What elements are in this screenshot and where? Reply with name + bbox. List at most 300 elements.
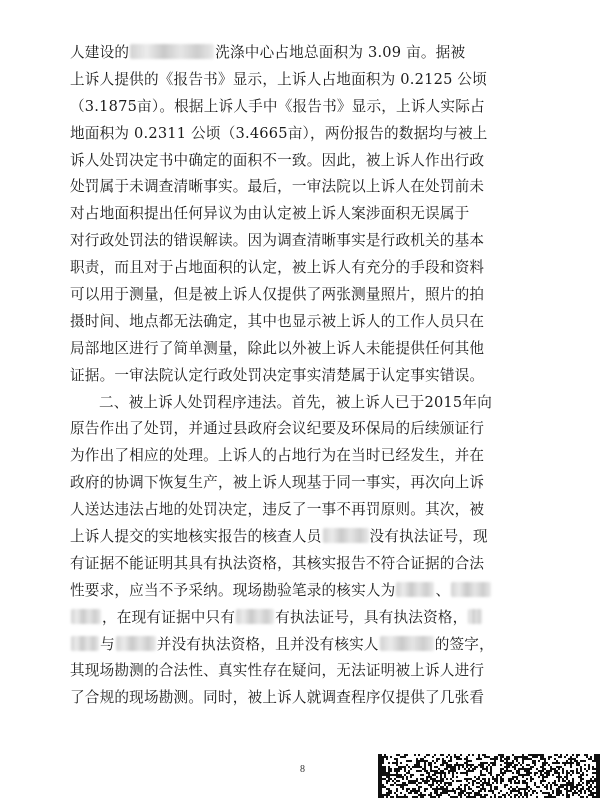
barcode-module bbox=[588, 794, 590, 796]
barcode-module bbox=[446, 768, 448, 770]
barcode-module bbox=[558, 794, 560, 796]
barcode-module bbox=[598, 790, 600, 792]
barcode-module bbox=[502, 774, 504, 776]
text-line bbox=[70, 390, 548, 417]
barcode-module bbox=[444, 792, 446, 794]
barcode-module bbox=[596, 760, 598, 762]
barcode-module bbox=[528, 774, 530, 776]
barcode-module bbox=[494, 758, 496, 760]
barcode-module bbox=[470, 778, 472, 780]
barcode-module bbox=[558, 774, 560, 776]
barcode-module bbox=[528, 754, 530, 756]
text-line bbox=[70, 497, 548, 524]
barcode-module bbox=[564, 788, 566, 790]
text-line bbox=[70, 363, 548, 390]
barcode-module bbox=[470, 792, 472, 794]
barcode-module bbox=[390, 756, 392, 758]
barcode-module bbox=[478, 764, 480, 766]
barcode-module bbox=[440, 780, 442, 782]
barcode-module bbox=[570, 756, 572, 758]
barcode-module bbox=[516, 764, 518, 766]
barcode-module bbox=[418, 788, 420, 790]
barcode-module bbox=[570, 770, 572, 772]
redacted-name bbox=[451, 582, 491, 597]
barcode-module bbox=[472, 784, 474, 786]
barcode-module bbox=[568, 762, 570, 764]
barcode-module bbox=[516, 772, 518, 774]
barcode-module bbox=[584, 792, 586, 794]
barcode-module bbox=[440, 782, 442, 784]
barcode-module bbox=[378, 786, 380, 788]
barcode-module bbox=[378, 782, 380, 784]
barcode-module bbox=[432, 782, 434, 784]
barcode-module bbox=[536, 756, 538, 758]
barcode-module bbox=[502, 780, 504, 782]
barcode-module bbox=[404, 768, 406, 770]
barcode-module bbox=[490, 768, 492, 770]
barcode-module bbox=[402, 778, 404, 780]
barcode-module bbox=[378, 778, 380, 780]
barcode-module bbox=[462, 766, 464, 768]
barcode-module bbox=[518, 756, 520, 758]
barcode-module bbox=[454, 764, 456, 766]
barcode-module bbox=[378, 760, 380, 762]
barcode-module bbox=[540, 790, 542, 792]
barcode-module bbox=[506, 768, 508, 770]
barcode-module bbox=[456, 772, 458, 774]
barcode-module bbox=[578, 776, 580, 778]
barcode-module bbox=[508, 762, 510, 764]
barcode-module bbox=[580, 776, 582, 778]
barcode-module bbox=[570, 774, 572, 776]
barcode-module bbox=[522, 754, 524, 756]
barcode-module bbox=[454, 766, 456, 768]
barcode-module bbox=[510, 786, 512, 788]
barcode-module bbox=[440, 786, 442, 788]
barcode-module bbox=[422, 768, 424, 770]
barcode-module bbox=[598, 760, 600, 762]
text-line bbox=[70, 443, 548, 470]
barcode-module bbox=[486, 762, 488, 764]
barcode-module bbox=[414, 754, 416, 756]
barcode-module bbox=[566, 776, 568, 778]
barcode-module bbox=[520, 768, 522, 770]
barcode-module bbox=[550, 756, 552, 758]
barcode-module bbox=[396, 776, 398, 778]
barcode-module bbox=[588, 790, 590, 792]
barcode-module bbox=[546, 762, 548, 764]
barcode-module bbox=[424, 794, 426, 796]
barcode-module bbox=[594, 754, 596, 756]
barcode-module bbox=[472, 780, 474, 782]
barcode-module bbox=[596, 758, 598, 760]
barcode-module bbox=[588, 782, 590, 784]
barcode-module bbox=[548, 772, 550, 774]
barcode-module bbox=[482, 784, 484, 786]
barcode-module bbox=[380, 774, 382, 776]
barcode-module bbox=[530, 772, 532, 774]
barcode-module bbox=[590, 756, 592, 758]
barcode-module bbox=[476, 782, 478, 784]
barcode-module bbox=[494, 760, 496, 762]
text-line bbox=[70, 282, 548, 309]
barcode-module bbox=[490, 762, 492, 764]
barcode-module bbox=[400, 766, 402, 768]
barcode-module bbox=[508, 766, 510, 768]
barcode-module bbox=[506, 756, 508, 758]
text-line bbox=[70, 578, 548, 605]
barcode-module bbox=[528, 758, 530, 760]
text-line bbox=[70, 67, 548, 94]
redacted-name bbox=[236, 609, 274, 624]
barcode-module bbox=[492, 758, 494, 760]
barcode-module bbox=[378, 754, 380, 756]
barcode-module bbox=[446, 764, 448, 766]
barcode-module bbox=[516, 756, 518, 758]
barcode-module bbox=[444, 774, 446, 776]
barcode-module bbox=[428, 762, 430, 764]
text-run: 没有执法证号，现 bbox=[369, 528, 488, 546]
barcode-module bbox=[440, 794, 442, 796]
barcode-module bbox=[490, 784, 492, 786]
barcode-module bbox=[506, 762, 508, 764]
barcode-module bbox=[434, 772, 436, 774]
barcode-module bbox=[462, 792, 464, 794]
text-line bbox=[70, 309, 548, 336]
barcode-module bbox=[466, 770, 468, 772]
barcode-module bbox=[506, 784, 508, 786]
barcode-module bbox=[484, 768, 486, 770]
barcode-module bbox=[500, 782, 502, 784]
barcode-module bbox=[382, 756, 384, 758]
barcode-module bbox=[432, 780, 434, 782]
barcode-module bbox=[434, 790, 436, 792]
barcode-module bbox=[446, 766, 448, 768]
barcode-module bbox=[514, 756, 516, 758]
barcode-module bbox=[514, 758, 516, 760]
barcode-module bbox=[556, 794, 558, 796]
barcode-module bbox=[490, 790, 492, 792]
barcode-module bbox=[416, 760, 418, 762]
barcode-module bbox=[496, 786, 498, 788]
barcode-module bbox=[522, 762, 524, 764]
barcode-module bbox=[482, 786, 484, 788]
barcode-module bbox=[500, 756, 502, 758]
barcode-module bbox=[524, 792, 526, 794]
barcode-module bbox=[576, 792, 578, 794]
barcode-module bbox=[514, 764, 516, 766]
barcode-module bbox=[396, 774, 398, 776]
barcode-module bbox=[432, 760, 434, 762]
barcode-module bbox=[450, 764, 452, 766]
barcode-module bbox=[450, 770, 452, 772]
barcode-module bbox=[494, 778, 496, 780]
redacted-name bbox=[71, 609, 101, 624]
barcode-module bbox=[510, 780, 512, 782]
barcode-module bbox=[512, 766, 514, 768]
barcode-module bbox=[524, 780, 526, 782]
barcode-module bbox=[532, 766, 534, 768]
barcode-module bbox=[570, 790, 572, 792]
barcode-module bbox=[598, 764, 600, 766]
barcode-module bbox=[394, 774, 396, 776]
barcode-module bbox=[544, 762, 546, 764]
barcode-module bbox=[508, 758, 510, 760]
barcode-module bbox=[594, 768, 596, 770]
barcode-module bbox=[378, 780, 380, 782]
barcode-module bbox=[440, 774, 442, 776]
barcode-module bbox=[388, 778, 390, 780]
barcode-module bbox=[384, 772, 386, 774]
barcode-module bbox=[598, 780, 600, 782]
barcode-module bbox=[426, 754, 428, 756]
text-run: 可以用于测量，但是被上诉人仅提供了两张测量照片，照片的拍 bbox=[70, 286, 485, 304]
barcode-module bbox=[566, 792, 568, 794]
barcode-module bbox=[422, 794, 424, 796]
barcode-module bbox=[422, 760, 424, 762]
barcode-module bbox=[420, 770, 422, 772]
barcode-module bbox=[520, 788, 522, 790]
barcode-module bbox=[596, 792, 598, 794]
barcode-module bbox=[554, 782, 556, 784]
barcode-module bbox=[460, 754, 462, 756]
barcode-module bbox=[528, 772, 530, 774]
barcode-module bbox=[532, 756, 534, 758]
barcode-module bbox=[526, 786, 528, 788]
barcode-module bbox=[472, 790, 474, 792]
barcode-module bbox=[394, 778, 396, 780]
barcode-module bbox=[596, 788, 598, 790]
barcode-module bbox=[482, 754, 484, 756]
barcode-module bbox=[382, 772, 384, 774]
barcode-module bbox=[484, 754, 486, 756]
barcode-module bbox=[482, 768, 484, 770]
barcode-module bbox=[530, 794, 532, 796]
barcode-module bbox=[408, 772, 410, 774]
barcode-module bbox=[398, 776, 400, 778]
redacted-name bbox=[323, 528, 369, 543]
barcode-module bbox=[396, 768, 398, 770]
barcode-module bbox=[464, 790, 466, 792]
barcode-module bbox=[512, 762, 514, 764]
qr-code-icon bbox=[378, 754, 600, 798]
barcode-module bbox=[488, 782, 490, 784]
barcode-module bbox=[558, 790, 560, 792]
barcode-module bbox=[408, 766, 410, 768]
barcode-module bbox=[396, 760, 398, 762]
barcode-module bbox=[512, 778, 514, 780]
barcode-module bbox=[534, 782, 536, 784]
barcode-module bbox=[492, 790, 494, 792]
barcode-module bbox=[580, 778, 582, 780]
barcode-module bbox=[380, 778, 382, 780]
barcode-module bbox=[598, 786, 600, 788]
barcode-module bbox=[480, 788, 482, 790]
barcode-module bbox=[402, 766, 404, 768]
barcode-module bbox=[582, 788, 584, 790]
barcode-module bbox=[444, 788, 446, 790]
barcode-module bbox=[516, 782, 518, 784]
barcode-module bbox=[578, 762, 580, 764]
barcode-module bbox=[596, 794, 598, 796]
barcode-module bbox=[594, 780, 596, 782]
barcode-module bbox=[386, 776, 388, 778]
barcode-module bbox=[522, 756, 524, 758]
barcode-module bbox=[442, 764, 444, 766]
barcode-module bbox=[432, 778, 434, 780]
barcode-module bbox=[518, 788, 520, 790]
barcode-module bbox=[478, 776, 480, 778]
barcode-module bbox=[402, 782, 404, 784]
barcode-module bbox=[402, 786, 404, 788]
barcode-module bbox=[434, 788, 436, 790]
barcode-module bbox=[586, 782, 588, 784]
barcode-module bbox=[416, 778, 418, 780]
barcode-module bbox=[552, 782, 554, 784]
barcode-module bbox=[486, 766, 488, 768]
barcode-module bbox=[452, 776, 454, 778]
barcode-module bbox=[416, 758, 418, 760]
barcode-module bbox=[388, 762, 390, 764]
barcode-module bbox=[578, 784, 580, 786]
barcode-module bbox=[418, 794, 420, 796]
barcode-module bbox=[464, 778, 466, 780]
barcode-module bbox=[558, 778, 560, 780]
barcode-module bbox=[496, 778, 498, 780]
barcode-module bbox=[430, 766, 432, 768]
barcode-module bbox=[468, 770, 470, 772]
barcode-module bbox=[550, 766, 552, 768]
barcode-module bbox=[464, 788, 466, 790]
barcode-module bbox=[580, 774, 582, 776]
barcode-module bbox=[474, 780, 476, 782]
barcode-module bbox=[464, 784, 466, 786]
barcode-module bbox=[582, 760, 584, 762]
barcode-module bbox=[480, 762, 482, 764]
barcode-module bbox=[508, 770, 510, 772]
barcode-module bbox=[480, 772, 482, 774]
barcode-module bbox=[460, 792, 462, 794]
text-line bbox=[70, 336, 548, 363]
text-run: 上诉人提供的《报告书》显示，上诉人占地面积为 0.2125 公顷 bbox=[70, 70, 487, 88]
barcode-module bbox=[390, 768, 392, 770]
barcode-module bbox=[452, 788, 454, 790]
barcode-module bbox=[554, 768, 556, 770]
barcode-module bbox=[512, 788, 514, 790]
barcode-module bbox=[430, 784, 432, 786]
barcode-module bbox=[558, 786, 560, 788]
barcode-module bbox=[470, 770, 472, 772]
text-run: 职责，而且对于占地面积的认定，被上诉人有充分的手段和资料 bbox=[70, 259, 485, 277]
barcode-module bbox=[568, 780, 570, 782]
barcode-module bbox=[496, 758, 498, 760]
barcode-module bbox=[560, 776, 562, 778]
barcode-module bbox=[424, 782, 426, 784]
barcode-module bbox=[528, 790, 530, 792]
barcode-module bbox=[482, 788, 484, 790]
barcode-module bbox=[572, 778, 574, 780]
text-run: 、 bbox=[435, 581, 451, 599]
barcode-module bbox=[438, 772, 440, 774]
barcode-module bbox=[524, 782, 526, 784]
barcode-module bbox=[592, 794, 594, 796]
barcode-module bbox=[572, 772, 574, 774]
barcode-module bbox=[434, 762, 436, 764]
barcode-module bbox=[506, 766, 508, 768]
barcode-module bbox=[416, 766, 418, 768]
barcode-module bbox=[572, 782, 574, 784]
barcode-module bbox=[452, 768, 454, 770]
barcode-module bbox=[464, 786, 466, 788]
barcode-module bbox=[442, 770, 444, 772]
barcode-module bbox=[466, 762, 468, 764]
barcode-module bbox=[432, 770, 434, 772]
barcode-module bbox=[510, 778, 512, 780]
barcode-module bbox=[576, 756, 578, 758]
barcode-module bbox=[484, 778, 486, 780]
barcode-module bbox=[524, 794, 526, 796]
barcode-module bbox=[408, 788, 410, 790]
barcode-module bbox=[508, 778, 510, 780]
text-line bbox=[70, 121, 548, 148]
barcode-module bbox=[580, 792, 582, 794]
barcode-module bbox=[548, 756, 550, 758]
barcode-module bbox=[572, 792, 574, 794]
barcode-module bbox=[436, 776, 438, 778]
barcode-module bbox=[530, 758, 532, 760]
barcode-module bbox=[582, 782, 584, 784]
text-run: 洗涤中心占地总面积为 3.09 亩。据被 bbox=[215, 44, 466, 61]
barcode-module bbox=[512, 772, 514, 774]
barcode-module bbox=[444, 776, 446, 778]
barcode-module bbox=[566, 790, 568, 792]
barcode-module bbox=[542, 766, 544, 768]
barcode-module bbox=[514, 782, 516, 784]
barcode-module bbox=[554, 772, 556, 774]
barcode-module bbox=[418, 786, 420, 788]
barcode-module bbox=[484, 790, 486, 792]
barcode-module bbox=[380, 772, 382, 774]
barcode-module bbox=[490, 774, 492, 776]
barcode-module bbox=[468, 794, 470, 796]
barcode-module bbox=[502, 760, 504, 762]
barcode-module bbox=[530, 776, 532, 778]
barcode-module bbox=[454, 754, 456, 756]
barcode-module bbox=[430, 776, 432, 778]
barcode-module bbox=[572, 780, 574, 782]
barcode-module bbox=[544, 764, 546, 766]
barcode-module bbox=[508, 788, 510, 790]
barcode-module bbox=[380, 792, 382, 794]
barcode-module bbox=[478, 792, 480, 794]
barcode-module bbox=[500, 768, 502, 770]
barcode-module bbox=[518, 782, 520, 784]
barcode-module bbox=[580, 780, 582, 782]
barcode-module bbox=[492, 776, 494, 778]
barcode-module bbox=[466, 758, 468, 760]
barcode-module bbox=[462, 790, 464, 792]
barcode-module bbox=[380, 766, 382, 768]
barcode-module bbox=[390, 790, 392, 792]
barcode-module bbox=[474, 794, 476, 796]
text-run: 政府的协调下恢复生产，被上诉人现基于同一事实，再次向上诉 bbox=[70, 474, 485, 492]
barcode-module bbox=[382, 768, 384, 770]
barcode-module bbox=[430, 764, 432, 766]
barcode-module bbox=[450, 766, 452, 768]
barcode-module bbox=[506, 758, 508, 760]
barcode-module bbox=[396, 784, 398, 786]
barcode-module bbox=[596, 790, 598, 792]
